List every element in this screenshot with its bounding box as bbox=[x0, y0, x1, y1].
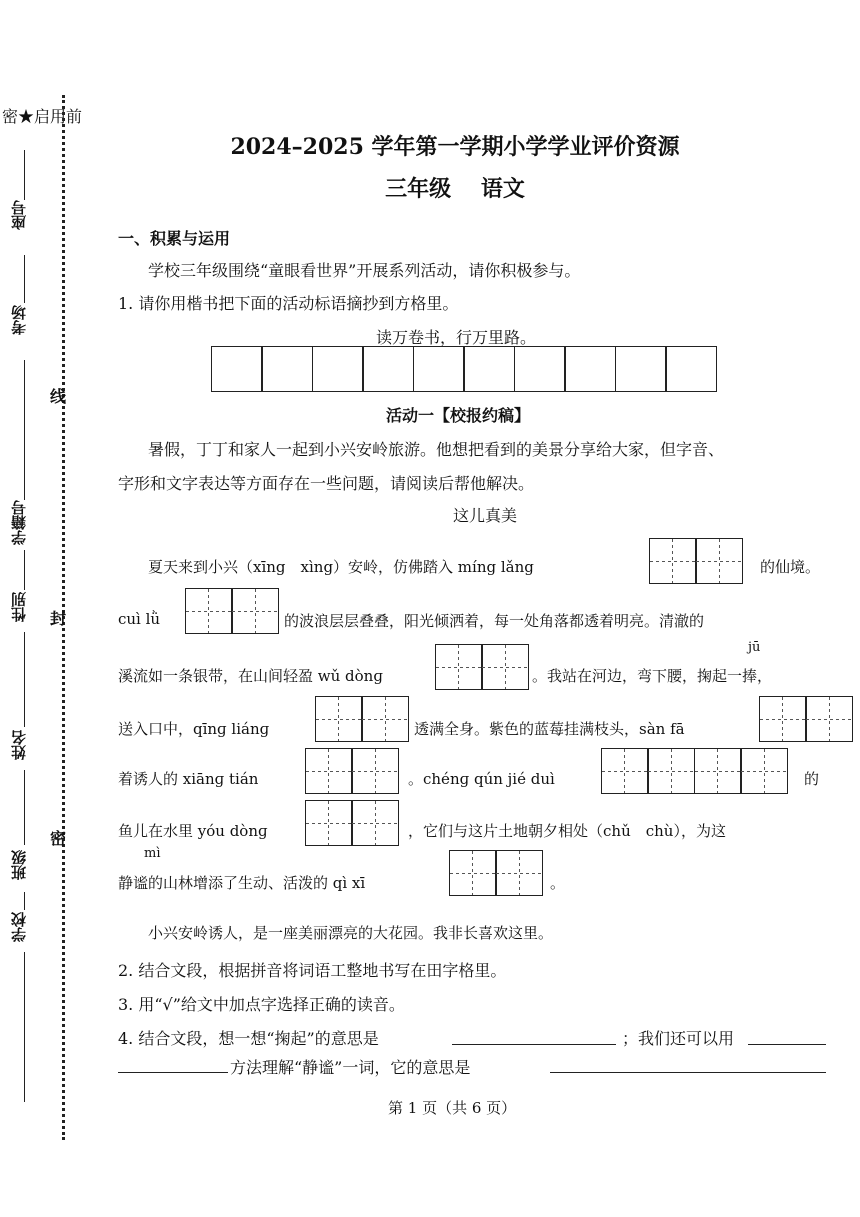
essay-line2-a: cuì lǜ bbox=[118, 610, 161, 628]
essay-line6-b: ，它们与这片土地朝夕相处（chǔ chù），为这 bbox=[408, 822, 726, 840]
grid-cell[interactable] bbox=[665, 346, 717, 392]
sidebar-line bbox=[24, 360, 25, 500]
essay-closing: 小兴安岭诱人，是一座美丽漂亮的大花园。我非长喜欢这里。 bbox=[148, 924, 554, 942]
secret-mark: 密★启用前 bbox=[2, 107, 83, 126]
tianzige-chengqunjiedui[interactable] bbox=[602, 748, 788, 794]
sidebar-line bbox=[24, 632, 25, 727]
tianzige-cell[interactable] bbox=[351, 748, 399, 794]
grid-cell[interactable] bbox=[362, 346, 414, 392]
answer-blank-ju[interactable] bbox=[452, 1044, 616, 1045]
answer-blank-method[interactable] bbox=[748, 1044, 826, 1045]
tianzige-qingliang[interactable] bbox=[316, 696, 409, 742]
question-2: 2. 结合文段，根据拼音将词语工整地书写在田字格里。 bbox=[118, 961, 507, 980]
tianzige-cell[interactable] bbox=[185, 588, 233, 634]
tianzige-cell[interactable] bbox=[481, 644, 529, 690]
sidebar-label-student-id: 学籍号 bbox=[10, 500, 28, 545]
tianzige-cell[interactable] bbox=[305, 800, 353, 846]
essay-line1-a: 夏天来到小兴（xīng xìng）安岭，仿佛踏入 míng lǎng bbox=[148, 558, 534, 576]
essay-line2-b: 的波浪层层叠叠，阳光倾洒着，每一处角落都透着明亮。清澈的 bbox=[284, 612, 705, 630]
page-title: 2024–2025 学年第一学期小学学业评价资源 bbox=[230, 134, 680, 160]
tianzige-cell[interactable] bbox=[805, 696, 853, 742]
slogan: 读万卷书，行万里路。 bbox=[376, 328, 537, 347]
tianzige-cell[interactable] bbox=[361, 696, 409, 742]
essay-line5-c: 的 bbox=[804, 770, 820, 788]
tianzige-cell[interactable] bbox=[647, 748, 695, 794]
grid-cell[interactable] bbox=[564, 346, 616, 392]
grid-cell[interactable] bbox=[261, 346, 313, 392]
tianzige-cell[interactable] bbox=[601, 748, 649, 794]
activity-heading: 活动一【校报约稿】 bbox=[386, 406, 531, 425]
tianzige-youdong[interactable] bbox=[306, 800, 399, 846]
copy-grid[interactable] bbox=[212, 346, 717, 392]
essay-line5-b: 。chénɡ qún jié duì bbox=[408, 770, 555, 788]
tianzige-cell[interactable] bbox=[759, 696, 807, 742]
grid-cell[interactable] bbox=[615, 346, 667, 392]
tianzige-cell[interactable] bbox=[231, 588, 279, 634]
question-4-part-b: ；我们还可以用 bbox=[622, 1029, 735, 1048]
sidebar-label-room: 考场 bbox=[10, 305, 28, 335]
sidebar-label-seat: 座号 bbox=[10, 200, 28, 230]
sidebar-label-name: 姓名 bbox=[10, 730, 28, 760]
tianzige-cell[interactable] bbox=[695, 538, 743, 584]
grid-cell[interactable] bbox=[514, 346, 566, 392]
sidebar-label-gender: 性别 bbox=[10, 592, 28, 622]
essay-line4-a: 送入口中，qīnɡ liánɡ bbox=[118, 720, 270, 738]
tianzige-cell[interactable] bbox=[305, 748, 353, 794]
sidebar-line bbox=[24, 550, 25, 590]
essay-line3-a: 溪流如一条银带，在山间轻盈 wǔ dònɡ bbox=[118, 667, 383, 685]
tianzige-cell[interactable] bbox=[740, 748, 788, 794]
tianzige-cell[interactable] bbox=[449, 850, 497, 896]
grid-cell[interactable] bbox=[211, 346, 263, 392]
grid-cell[interactable] bbox=[413, 346, 465, 392]
sidebar-label-class: 班级 bbox=[10, 850, 28, 880]
tianzige-qixi[interactable] bbox=[450, 850, 543, 896]
tianzige-cell[interactable] bbox=[351, 800, 399, 846]
answer-blank-method-cont[interactable] bbox=[118, 1072, 228, 1073]
sidebar-line bbox=[24, 952, 25, 1102]
seal-char-seal: 封 bbox=[50, 609, 67, 628]
seal-char-line: 线 bbox=[50, 387, 67, 406]
pinyin-mi: mì bbox=[144, 846, 161, 861]
essay-line1-b: 的仙境。 bbox=[760, 558, 821, 576]
section-intro: 学校三年级围绕“童眼看世界”开展系列活动，请你积极参与。 bbox=[148, 261, 581, 280]
question-3: 3. 用“√”给文中加点字选择正确的读音。 bbox=[118, 995, 405, 1014]
essay-line7-b: 。 bbox=[550, 874, 566, 892]
grid-cell[interactable] bbox=[312, 346, 364, 392]
tianzige-xiangtian[interactable] bbox=[306, 748, 399, 794]
tianzige-cell[interactable] bbox=[435, 644, 483, 690]
question-4-part-a: 4. 结合文段，想一想“掬起”的意思是 bbox=[118, 1029, 379, 1048]
page-number: 第 1 页（共 6 页） bbox=[388, 1099, 517, 1117]
essay-line3-b: 。我站在河边，弯下腰，掬起一捧， bbox=[532, 667, 773, 685]
section-heading: 一、积累与运用 bbox=[118, 229, 231, 248]
answer-blank-meaning[interactable] bbox=[550, 1072, 826, 1073]
question-1: 1. 请你用楷书把下面的活动标语摘抄到方格里。 bbox=[118, 294, 459, 313]
page-subtitle: 三年级 语文 bbox=[385, 176, 525, 202]
tianzige-cell[interactable] bbox=[495, 850, 543, 896]
question-4-part-c: 方法理解“静谧”一词，它的意思是 bbox=[230, 1058, 471, 1077]
tianzige-cuilv[interactable] bbox=[186, 588, 279, 634]
essay-line5-a: 着诱人的 xiānɡ tián bbox=[118, 770, 259, 788]
essay-line7-a: 静谧的山林增添了生动、活泼的 qì xī bbox=[118, 874, 366, 892]
activity-intro-line2: 字形和文字表达等方面存在一些问题，请阅读后帮他解决。 bbox=[118, 474, 535, 493]
sidebar-label-school: 学校 bbox=[10, 912, 28, 942]
tianzige-minglang[interactable] bbox=[650, 538, 743, 584]
tianzige-sanfa[interactable] bbox=[760, 696, 853, 742]
seal-char-secret: 密 bbox=[50, 829, 67, 848]
sidebar-line bbox=[24, 255, 25, 303]
grid-cell[interactable] bbox=[463, 346, 515, 392]
tianzige-wudong[interactable] bbox=[436, 644, 529, 690]
tianzige-cell[interactable] bbox=[315, 696, 363, 742]
tianzige-cell[interactable] bbox=[649, 538, 697, 584]
essay-title: 这儿真美 bbox=[453, 506, 518, 525]
essay-line6-a: 鱼儿在水里 yóu dònɡ bbox=[118, 822, 268, 840]
essay-line4-b: 透满全身。紫色的蓝莓挂满枝头，sàn fā bbox=[414, 720, 685, 738]
sidebar-line bbox=[24, 892, 25, 910]
activity-intro-line1: 暑假，丁丁和家人一起到小兴安岭旅游。他想把看到的美景分享给大家，但字音、 bbox=[148, 440, 725, 459]
sidebar-line bbox=[24, 770, 25, 845]
tianzige-cell[interactable] bbox=[694, 748, 742, 794]
pinyin-ju: jū bbox=[748, 640, 761, 655]
